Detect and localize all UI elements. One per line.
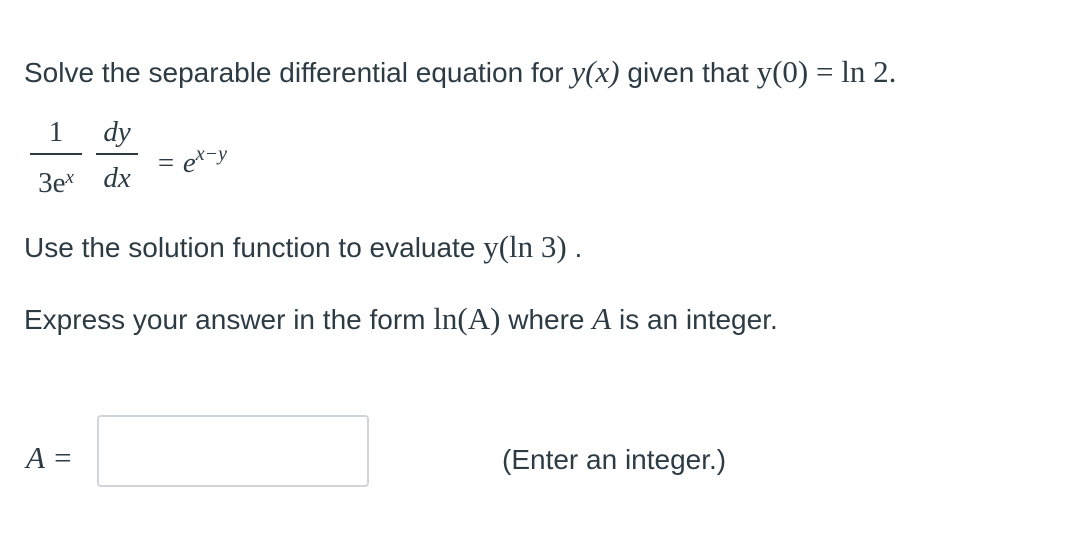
fraction-coefficient — [28, 115, 84, 199]
fraction-coefficient-denominator — [28, 155, 84, 199]
derivative-numerator: dy — [103, 116, 131, 148]
equation-right-side — [156, 137, 227, 180]
use-end: . — [566, 232, 583, 263]
integer-text: is an integer. — [611, 304, 778, 335]
question-intro-text: Solve the separable differential equation for — [24, 57, 572, 88]
express-text: Express your answer in the form — [24, 304, 434, 335]
answer-format-instruction — [24, 302, 778, 337]
use-text: Use the solution function to evaluate — [24, 232, 484, 263]
a-symbol: A — [592, 301, 612, 336]
evaluate-instruction — [24, 230, 582, 265]
form-expression: ln(A) — [433, 301, 501, 336]
fraction-derivative — [94, 115, 140, 199]
rhs-exponent: x−y — [195, 143, 227, 165]
question-prompt — [24, 55, 896, 90]
derivative-denominator: dx — [103, 162, 131, 194]
rhs-base: = e — [156, 147, 196, 179]
denominator-base: 3e — [38, 167, 66, 199]
denominator-exponent: x — [65, 167, 74, 188]
function-yx: y(x) — [571, 54, 620, 89]
evaluate-expression: y(ln 3) — [483, 229, 567, 264]
answer-hint: (Enter an integer.) — [502, 444, 727, 475]
differential-equation — [28, 115, 288, 207]
where-text: where — [500, 304, 593, 335]
initial-condition: y(0) = ln 2. — [756, 54, 897, 89]
answer-input[interactable] — [97, 415, 369, 487]
fraction-coefficient-numerator: 1 — [48, 116, 64, 148]
question-given-text: given that — [619, 57, 757, 88]
answer-label: A = — [26, 440, 74, 475]
